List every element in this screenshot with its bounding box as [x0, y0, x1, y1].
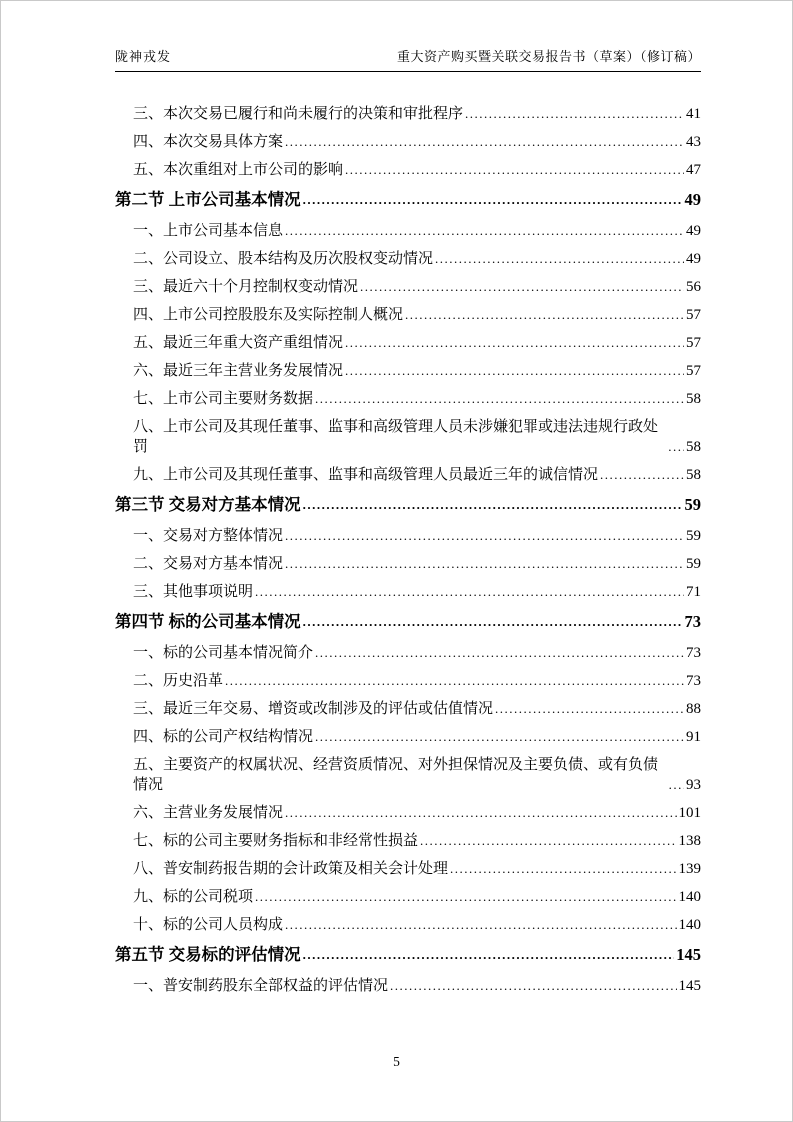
toc-entry-page: 59 — [684, 495, 701, 514]
toc-entry-text: 三、本次交易已履行和尚未履行的决策和审批程序 — [133, 106, 464, 122]
toc-entry-page: 140 — [678, 917, 701, 933]
toc-entry-text: 五、主要资产的权属状况、经营资质情况、对外担保情况及主要负债、或有负债情况 — [133, 757, 659, 793]
toc-entry-text: 一、标的公司基本情况简介 — [133, 645, 314, 661]
toc-entry — [133, 389, 701, 409]
toc-entry — [133, 554, 701, 574]
toc-entry — [133, 249, 701, 269]
toc-dot-leader — [225, 671, 684, 691]
toc-entry-page: 93 — [686, 777, 701, 793]
toc-entry-page: 73 — [684, 612, 701, 631]
page-number: 5 — [393, 1054, 400, 1069]
toc-entry-page: 41 — [686, 106, 701, 122]
toc-entry — [133, 417, 701, 457]
toc-dot-leader — [450, 859, 676, 879]
toc-dot-leader — [303, 610, 683, 633]
toc-entry — [133, 361, 701, 381]
page-header — [115, 46, 701, 72]
toc-dot-leader — [465, 104, 684, 124]
toc-entry-page: 71 — [686, 584, 701, 600]
toc-entry-page: 145 — [678, 978, 701, 994]
toc-entry-text: 五、最近三年重大资产重组情况 — [133, 335, 344, 351]
toc-entry — [133, 727, 701, 747]
toc-entry-page: 145 — [676, 945, 701, 964]
toc-entry-text: 三、最近三年交易、增资或改制涉及的评估或估值情况 — [133, 701, 494, 717]
toc-dot-leader — [315, 727, 684, 747]
toc-entry-text: 四、上市公司控股股东及实际控制人概况 — [133, 307, 404, 323]
toc-entry-text: 二、公司设立、股本结构及历次股权变动情况 — [133, 251, 434, 267]
toc-dot-leader — [495, 699, 684, 719]
toc-list — [115, 104, 701, 996]
toc-entry — [133, 305, 701, 325]
toc-entry-text: 六、主营业务发展情况 — [133, 805, 284, 821]
toc-dot-leader — [285, 554, 684, 574]
toc-dot-leader — [285, 803, 676, 823]
toc-entry-text: 七、上市公司主要财务数据 — [133, 391, 314, 407]
toc-entry — [115, 493, 701, 516]
toc-entry-text: 一、上市公司基本信息 — [133, 223, 284, 239]
toc-dot-leader — [285, 132, 684, 152]
toc-entry-text: 六、最近三年主营业务发展情况 — [133, 363, 344, 379]
toc-dot-leader — [303, 493, 683, 516]
toc-dot-leader — [345, 361, 684, 381]
toc-entry-text: 七、标的公司主要财务指标和非经常性损益 — [133, 833, 419, 849]
toc-entry-text: 二、交易对方基本情况 — [133, 556, 284, 572]
toc-entry-page: 101 — [678, 805, 701, 821]
toc-entry — [133, 221, 701, 241]
toc-entry-text: 第五节 交易标的评估情况 — [115, 945, 301, 964]
toc-entry — [133, 887, 701, 907]
toc-entry-page: 58 — [686, 467, 701, 483]
toc-entry-text: 一、交易对方整体情况 — [133, 528, 284, 544]
toc-entry-text: 八、上市公司及其现任董事、监事和高级管理人员未涉嫌犯罪或违法违规行政处罚 — [133, 419, 659, 455]
toc-entry — [115, 610, 701, 633]
toc-entry-page: 47 — [686, 162, 701, 178]
toc-dot-leader — [303, 188, 683, 211]
toc-entry — [133, 526, 701, 546]
toc-entry-text: 第四节 标的公司基本情况 — [115, 612, 301, 631]
toc-entry — [115, 943, 701, 966]
header-document-title: 重大资产购买暨关联交易报告书（草案）（修订稿） — [396, 49, 701, 64]
toc-entry-page: 88 — [686, 701, 701, 717]
toc-dot-leader — [600, 465, 684, 485]
toc-entry-page: 56 — [686, 279, 701, 295]
toc-entry-text: 十、标的公司人员构成 — [133, 917, 284, 933]
toc-entry — [133, 277, 701, 297]
page-footer — [0, 1054, 793, 1070]
toc-entry-text: 第三节 交易对方基本情况 — [115, 495, 301, 514]
toc-entry-page: 49 — [686, 223, 701, 239]
toc-dot-leader — [668, 437, 684, 457]
toc-entry-text: 八、普安制药报告期的会计政策及相关会计处理 — [133, 861, 449, 877]
toc-entry — [133, 671, 701, 691]
toc-entry-text: 三、最近六十个月控制权变动情况 — [133, 279, 359, 295]
toc-entry-page: 73 — [686, 673, 701, 689]
toc-entry-text: 五、本次重组对上市公司的影响 — [133, 162, 344, 178]
toc-entry-page: 73 — [686, 645, 701, 661]
toc-entry-text: 一、普安制药股东全部权益的评估情况 — [133, 978, 389, 994]
toc-entry-page: 49 — [684, 190, 701, 209]
toc-entry-page: 59 — [686, 528, 701, 544]
toc-entry-page: 58 — [686, 439, 701, 455]
toc-entry — [133, 915, 701, 935]
toc-dot-leader — [345, 333, 684, 353]
toc-dot-leader — [669, 775, 684, 795]
toc-entry — [133, 859, 701, 879]
toc-dot-leader — [360, 277, 684, 297]
toc-entry — [133, 803, 701, 823]
toc-entry-page: 57 — [686, 307, 701, 323]
toc-entry-page: 49 — [686, 251, 701, 267]
header-company-name: 陇神戎发 — [115, 49, 172, 64]
toc-entry-text: 二、历史沿革 — [133, 673, 224, 689]
toc-entry-text: 四、本次交易具体方案 — [133, 134, 284, 150]
toc-dot-leader — [435, 249, 684, 269]
toc-entry — [133, 755, 701, 795]
toc-dot-leader — [420, 831, 676, 851]
toc-entry-page: 139 — [678, 861, 701, 877]
toc-dot-leader — [255, 887, 676, 907]
toc-dot-leader — [285, 221, 684, 241]
toc-entry-page: 140 — [678, 889, 701, 905]
toc-dot-leader — [405, 305, 684, 325]
toc-entry-page: 59 — [686, 556, 701, 572]
toc-entry-page: 43 — [686, 134, 701, 150]
toc-dot-leader — [285, 526, 684, 546]
toc-entry-text: 第二节 上市公司基本情况 — [115, 190, 301, 209]
toc-entry — [133, 699, 701, 719]
toc-entry-text: 九、标的公司税项 — [133, 889, 254, 905]
toc-entry-text: 四、标的公司产权结构情况 — [133, 729, 314, 745]
toc-entry-page: 57 — [686, 335, 701, 351]
toc-entry-page: 138 — [678, 833, 701, 849]
toc-entry — [133, 582, 701, 602]
toc-entry — [133, 132, 701, 152]
toc-dot-leader — [345, 160, 684, 180]
toc-entry — [133, 643, 701, 663]
toc-entry — [115, 188, 701, 211]
toc-entry — [133, 465, 701, 485]
toc-entry — [133, 160, 701, 180]
toc-entry-page: 91 — [686, 729, 701, 745]
toc-entry-page: 58 — [686, 391, 701, 407]
toc-entry — [133, 104, 701, 124]
toc-dot-leader — [285, 915, 676, 935]
toc-entry-text: 三、其他事项说明 — [133, 584, 254, 600]
toc-dot-leader — [315, 389, 684, 409]
toc-entry-page: 57 — [686, 363, 701, 379]
toc-dot-leader — [315, 643, 684, 663]
toc-entry-text: 九、上市公司及其现任董事、监事和高级管理人员最近三年的诚信情况 — [133, 467, 599, 483]
toc-entry — [133, 831, 701, 851]
toc-entry — [133, 333, 701, 353]
toc-entry — [133, 976, 701, 996]
toc-dot-leader — [255, 582, 684, 602]
toc-dot-leader — [390, 976, 676, 996]
toc-dot-leader — [303, 943, 675, 966]
